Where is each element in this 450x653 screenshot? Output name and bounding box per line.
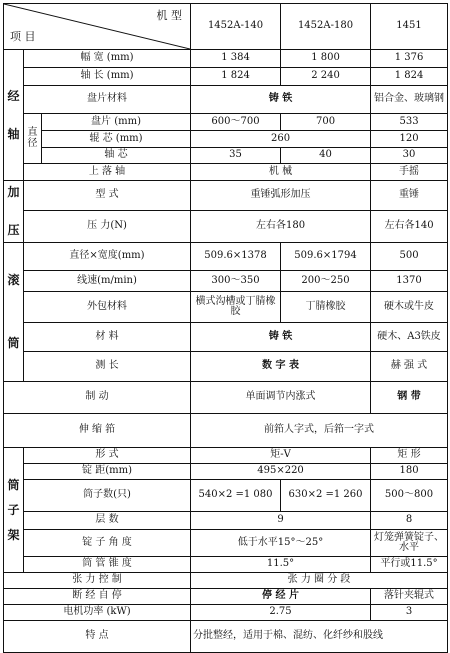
row-motor — [4, 605, 448, 621]
row-press-type — [4, 181, 448, 211]
cell-value: 手摇 — [371, 164, 448, 181]
row-drum-size — [4, 243, 448, 271]
group-tongzi-jia: 筒 子 架 — [4, 448, 24, 573]
row-taper — [4, 557, 448, 573]
row-label: 制 动 — [4, 382, 191, 414]
group-zhijing: 直 径 — [24, 114, 42, 164]
cell-value: 铝合金、玻璃钢 — [371, 86, 448, 114]
header-model-2: 1452A-180 — [281, 4, 371, 50]
row-width — [4, 50, 448, 68]
cell-value: 数 字 表 — [191, 352, 371, 382]
cell-value: 分批整经，适用于棉、混纺、化纤纱和股线 — [191, 621, 448, 653]
row-tension — [4, 573, 448, 589]
row-cover-material — [4, 292, 448, 323]
cell-value: 赫 强 式 — [371, 352, 448, 382]
header-corner-bottom: 项 目 — [10, 30, 36, 44]
cell-value: 前筘人字式，后筘一字式 — [191, 414, 448, 448]
cell-value: 左右各180 — [191, 211, 371, 243]
cell-value: 丁腈橡胶 — [281, 292, 371, 323]
row-label: 直径×宽度(mm) — [24, 243, 191, 271]
row-spindle-pitch — [4, 464, 448, 480]
spec-table — [3, 3, 448, 653]
cell-value: 300～350 — [191, 271, 281, 292]
row-line-speed — [4, 271, 448, 292]
cell-value: 1 384 — [191, 50, 281, 68]
cell-value: 平行或11.5° — [371, 557, 448, 573]
cell-value: 张 力 圈 分 段 — [191, 573, 448, 589]
cell-value: 180 — [371, 464, 448, 480]
cell-value: 533 — [371, 114, 448, 131]
cell-value: 停 经 片 — [191, 589, 371, 605]
cell-value: 30 — [371, 148, 448, 164]
row-brake — [4, 382, 448, 414]
row-reed — [4, 414, 448, 448]
cell-value: 35 — [191, 148, 281, 164]
cell-value: 低于水平15°～25° — [191, 530, 371, 557]
row-label: 特 点 — [4, 621, 191, 653]
cell-value: 重锤 — [371, 181, 448, 211]
cell-value: 钢 带 — [371, 382, 448, 414]
row-label: 型 式 — [24, 181, 191, 211]
group-gun-tong: 滚 筒 — [4, 243, 24, 382]
cell-value: 630×2 =1 260 — [281, 480, 371, 512]
row-features — [4, 621, 448, 653]
cell-value: 3 — [371, 605, 448, 621]
cell-value: 铸 铁 — [191, 323, 371, 352]
cell-value: 硬木、A3铁皮 — [371, 323, 448, 352]
row-disc-diameter — [4, 114, 448, 131]
cell-value: 灯笼弹簧锭子、水平 — [371, 530, 448, 557]
cell-value: 11.5° — [191, 557, 371, 573]
cell-value: 8 — [371, 512, 448, 530]
row-label: 伸 缩 筘 — [4, 414, 191, 448]
row-label: 压 力(N) — [24, 211, 191, 243]
cell-value: 重锤弧形加压 — [191, 181, 371, 211]
row-label: 幅 宽 (mm) — [24, 50, 191, 68]
row-creel-type — [4, 448, 448, 464]
cell-value: 矩-V — [191, 448, 371, 464]
cell-value: 9 — [191, 512, 371, 530]
cell-value: 单面调节内涨式 — [191, 382, 371, 414]
cell-value: 1 824 — [371, 68, 448, 86]
cell-value: 540×2 =1 080 — [191, 480, 281, 512]
cell-value: 2 240 — [281, 68, 371, 86]
row-label: 盘片材料 — [24, 86, 191, 114]
cell-value: 横式沟槽或丁腈橡胶 — [191, 292, 281, 323]
cell-value: 700 — [281, 114, 371, 131]
row-roller-core — [4, 131, 448, 148]
cell-value: 矩 形 — [371, 448, 448, 464]
cell-value: 40 — [281, 148, 371, 164]
cell-value: 500 — [371, 243, 448, 271]
row-label: 测 长 — [24, 352, 191, 382]
row-label: 辊 芯 (mm) — [42, 131, 191, 148]
cell-value: 500～800 — [371, 480, 448, 512]
cell-value: 2.75 — [191, 605, 371, 621]
header-corner-top: 机 型 — [156, 9, 183, 22]
row-disc-material — [4, 86, 448, 114]
header-model-1: 1452A-140 — [191, 4, 281, 50]
cell-value: 509.6×1794 — [281, 243, 371, 271]
cell-value: 机 械 — [191, 164, 371, 181]
row-label: 上 落 轴 — [24, 164, 191, 181]
row-label: 锭 距(mm) — [24, 464, 191, 480]
row-shaft-core — [4, 148, 448, 164]
cell-value: 1 376 — [371, 50, 448, 68]
cell-value: 495×220 — [191, 464, 371, 480]
row-stop-motion — [4, 589, 448, 605]
row-label: 锭 子 角 度 — [24, 530, 191, 557]
cell-value: 509.6×1378 — [191, 243, 281, 271]
row-drum-material — [4, 323, 448, 352]
group-jia-ya: 加 压 — [4, 181, 24, 243]
cell-value: 铸 铁 — [191, 86, 371, 114]
cell-value: 260 — [191, 131, 371, 148]
cell-value: 600～700 — [191, 114, 281, 131]
row-shaft-length — [4, 68, 448, 86]
cell-value: 1370 — [371, 271, 448, 292]
row-label: 断 经 自 停 — [4, 589, 191, 605]
cell-value: 落针夹辊式 — [371, 589, 448, 605]
row-label: 材 料 — [24, 323, 191, 352]
row-label: 线速(m/min) — [24, 271, 191, 292]
cell-value: 左右各140 — [371, 211, 448, 243]
cell-value: 硬木或牛皮 — [371, 292, 448, 323]
row-label: 筒子数(只) — [24, 480, 191, 512]
row-label: 张 力 控 制 — [4, 573, 191, 589]
row-length-measure — [4, 352, 448, 382]
header-corner-cell — [4, 4, 191, 50]
row-label: 外包材料 — [24, 292, 191, 323]
cell-value: 200～250 — [281, 271, 371, 292]
header-model-3: 1451 — [371, 4, 448, 50]
row-layers — [4, 512, 448, 530]
row-label: 电机功率 (kW) — [4, 605, 191, 621]
row-label: 轴 芯 — [42, 148, 191, 164]
row-label: 形 式 — [24, 448, 191, 464]
header-row — [4, 4, 448, 50]
row-spindle-angle — [4, 530, 448, 557]
cell-value: 1 824 — [191, 68, 281, 86]
row-press-force — [4, 211, 448, 243]
row-bobbin-count — [4, 480, 448, 512]
row-label: 筒 管 锥 度 — [24, 557, 191, 573]
row-upper-shaft — [4, 164, 448, 181]
row-label: 盘片 (mm) — [42, 114, 191, 131]
cell-value: 120 — [371, 131, 448, 148]
row-label: 轴 长 (mm) — [24, 68, 191, 86]
cell-value: 1 800 — [281, 50, 371, 68]
group-jing-zhou: 经 轴 — [4, 50, 24, 181]
row-label: 层 数 — [24, 512, 191, 530]
